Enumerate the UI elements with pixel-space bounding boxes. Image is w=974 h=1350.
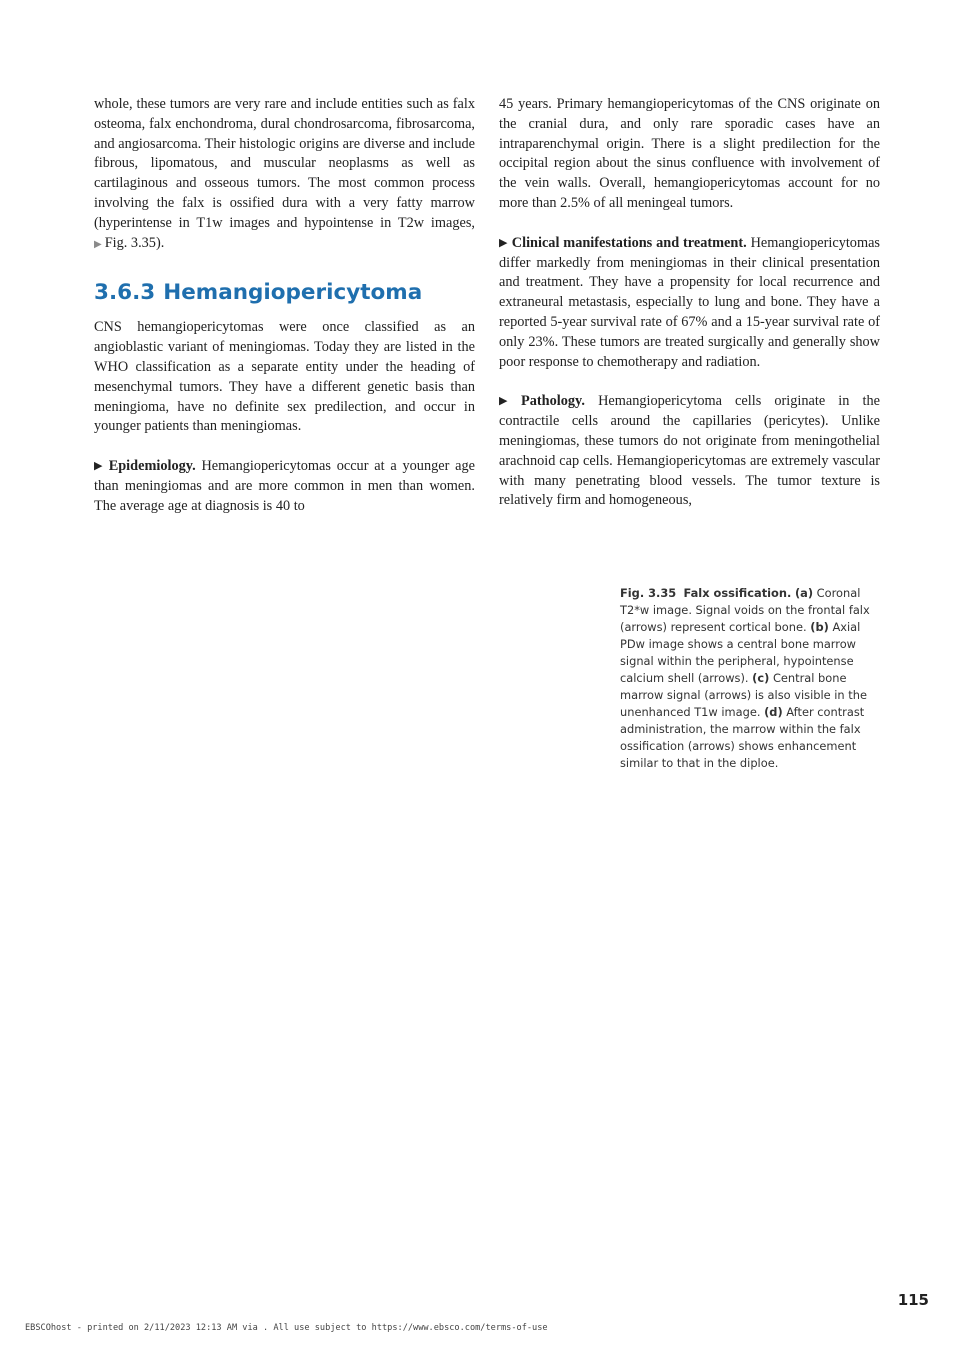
clinical-text: Hemangiopericytomas differ markedly from meningiomas in their clinical presentation and treatment. They have a propensity for local recurrence and extraneural metastasis, especially to lung and bone. They have a reported 5-year survival rate of 67% and a 15-year survival rate of only 23%. These tumors are treated surgically and generally show poor response to chemotherapy and radiation. [499, 234, 880, 370]
caption-part-b-label: (b) [810, 620, 829, 634]
page-number: 115 [897, 1291, 929, 1309]
pathology-paragraph [499, 392, 880, 511]
triangle-right-icon: ▶ [499, 395, 517, 408]
epidemiology-heading: Epidemiology. [108, 458, 196, 475]
clinical-heading: Clinical manifestations and treatment. [511, 234, 747, 251]
figure-caption [620, 585, 880, 772]
section-heading [94, 280, 475, 306]
intro-text: whole, these tumors are very rare and include entities such as falx osteoma, falx enchondroma, dural chondrosarcoma, fibrosarcoma, and angiosarcoma. Their histologic origins are diverse and include fibrous, lipomatous, and muscular neoplasms as well as cartilaginous and osseous tumors. The most common process involving the falx is ossified dura with a very fatty marrow (hyperintense in T1w images and hypointense in T2w images, [94, 96, 475, 231]
epidemiology-text: Hemangiopericytomas occur at a younger age than meningiomas and are more common in men than women. The average age at diagnosis is 40 to [94, 458, 475, 514]
triangle-right-icon: ▶ [94, 238, 102, 250]
caption-part-d-label: (d) [764, 705, 783, 719]
caption-part-c-label: (c) [752, 671, 770, 685]
pathology-text: Hemangiopericytoma cells originate in the contractile cells around the capillaries (pericytes). Unlike meningiomas, these tumors do not originate from meningothelial arachnoid cap cells. Hemangiopericytomas are extremely vascular with many penetrating blood vessels. The tumor texture is relatively firm and homogeneous, [499, 393, 880, 509]
caption-part-d-text: After contrast administration, the marrow within the falx ossification (arrows) shows enhancement similar to that in the diploe. [620, 705, 865, 770]
section-paragraph: CNS hemangiopericytomas were once classified as an angioblastic variant of meningiomas. Today they are listed in the WHO classification as a separate entity under the heading of mesenchymal tumors. They have a different genetic basis than meningioma, have no definite sex predilection, and occur in younger patients than meningiomas. [94, 319, 475, 435]
right-column [499, 95, 880, 511]
caption-part-a-label: (a) [794, 586, 814, 600]
caption-part-a-text: Coronal T2*w image. Signal voids on the frontal falx (arrows) represent cortical bone. [620, 586, 870, 634]
triangle-right-icon: ▶ [499, 236, 508, 249]
clinical-paragraph [499, 234, 880, 373]
continuation-paragraph: 45 years. Primary hemangiopericytomas of the CNS originate on the cranial dura, and only rare sporadic cases have an intraparenchymal origin. There is a slight predilection for the occipital region about the sinus confluence with involvement of the vein walls. Overall, hemangiopericytomas account for no more than 2.5% of all meningeal tumors. [499, 96, 880, 211]
intro-paragraph [94, 95, 475, 254]
figure-reference-link[interactable]: Fig. 3.35 [104, 234, 156, 251]
caption-part-c-text: Central bone marrow signal (arrows) is also visible in the unenhanced T1w image. [620, 671, 867, 719]
intro-end: ). [155, 234, 165, 251]
caption-label: Fig. 3.35 [620, 586, 677, 600]
triangle-right-icon: ▶ [94, 460, 105, 473]
epidemiology-paragraph [94, 457, 475, 516]
pathology-heading: Pathology. [521, 393, 585, 410]
left-column [94, 95, 475, 517]
caption-part-b-text: Axial PDw image shows a central bone marrow signal within the peripheral, hypointense calcium shell (arrows). [620, 620, 861, 685]
footer-notice: EBSCOhost - printed on 2/11/2023 12:13 AM via . All use subject to https://www.ebsco.com/terms-of-use [25, 1323, 548, 1333]
section-title: Hemangiopericytoma [163, 280, 423, 306]
section-number: 3.6.3 [94, 280, 156, 306]
caption-title: Falx ossification. [683, 586, 792, 600]
